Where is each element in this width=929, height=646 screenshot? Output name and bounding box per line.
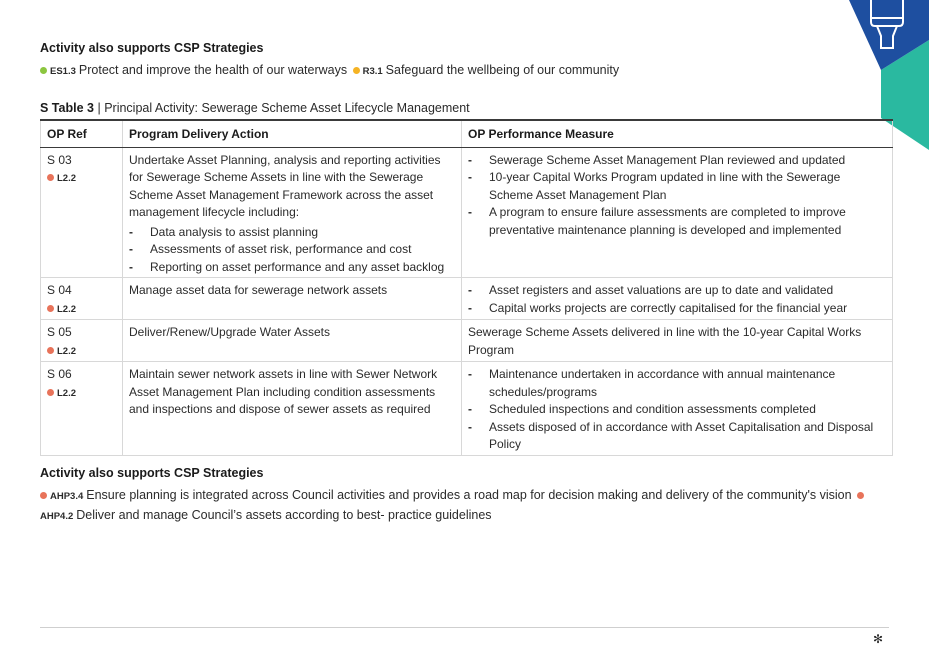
- strategy-code: AHP4.2: [40, 511, 74, 522]
- table-header-row: [41, 120, 893, 147]
- op-ref-cell: [41, 362, 123, 456]
- strategy-dot-red: [857, 492, 864, 499]
- op-ref-cell: [41, 147, 123, 278]
- op-ref: S 04: [47, 283, 72, 297]
- measure-cell: [462, 320, 893, 362]
- measure-list: [468, 282, 886, 317]
- header-op-performance-measure: OP Performance Measure: [462, 120, 893, 147]
- csp-link-dot: [47, 389, 54, 396]
- header-op-ref: OP Ref: [41, 120, 123, 147]
- op-ref-cell: [41, 278, 123, 320]
- action-text: Deliver/Renew/Upgrade Water Assets: [129, 325, 330, 339]
- measure-item: - 10-year Capital Works Program updated in line with the Sewerage Scheme Asset Management Plan: [468, 169, 886, 204]
- table-row: [41, 362, 893, 456]
- footer-star-icon: ✻: [872, 632, 883, 646]
- action-list-item: - Assessments of asset risk, performance and cost: [129, 241, 455, 259]
- csp-link: [47, 301, 116, 319]
- measure-cell: [462, 147, 893, 278]
- csp-link: [47, 385, 116, 403]
- action-text: Maintain sewer network assets in line with Sewer Network Asset Management Plan including condition assessments and inspections and dispose of sewer assets as required: [129, 367, 438, 416]
- action-list-item: - Reporting on asset performance and any asset backlog: [129, 259, 455, 277]
- op-ref: S 06: [47, 367, 72, 381]
- measure-text: Sewerage Scheme Assets delivered in line with the 10-year Capital Works Program: [468, 325, 862, 357]
- measure-item: - Maintenance undertaken in accordance with annual maintenance schedules/programs: [468, 366, 886, 401]
- table-row: [41, 320, 893, 362]
- csp-link-code: L2.2: [57, 345, 77, 357]
- measure-cell: [462, 278, 893, 320]
- strategy-code: AHP3.4: [50, 491, 84, 502]
- header-program-delivery-action: Program Delivery Action: [123, 120, 462, 147]
- measure-cell: [462, 362, 893, 456]
- action-text: Manage asset data for sewerage network assets: [129, 283, 388, 297]
- csp-link-dot: [47, 347, 54, 354]
- action-list-item: - Data analysis to assist planning: [129, 224, 455, 242]
- measure-item: - Asset registers and asset valuations are up to date and validated: [468, 282, 886, 300]
- action-cell: [123, 362, 462, 456]
- table-caption-label: S Table 3: [40, 101, 94, 115]
- csp-link: [47, 170, 116, 188]
- csp-link-dot: [47, 174, 54, 181]
- strategy-text: Deliver and manage Council’s assets according to best- practice guidelines: [76, 508, 492, 522]
- csp-link-code: L2.2: [57, 173, 77, 184]
- csp-link: [47, 343, 116, 361]
- bottom-strategies-title: Activity also supports CSP Strategies: [40, 466, 264, 480]
- measure-item: - Capital works projects are correctly capitalised for the financial year: [468, 300, 886, 318]
- strategy-text: Protect and improve the health of our waterways: [78, 63, 348, 77]
- measure-item: - A program to ensure failure assessments are completed to improve preventative maintenance planning is developed and implemented: [468, 204, 886, 239]
- measure-item: - Scheduled inspections and condition assessments completed: [468, 401, 886, 419]
- strategy-text: Ensure planning is integrated across Council activities and provides a road map for decision making and delivery of the community's vision: [86, 488, 852, 502]
- csp-link-code: L2.2: [57, 303, 77, 315]
- op-ref-cell: [41, 320, 123, 362]
- table-caption-separator: |: [97, 101, 101, 115]
- csp-link-dot: [47, 305, 54, 312]
- top-strategies-title: Activity also supports CSP Strategies: [40, 41, 264, 55]
- bottom-strategies-line: [40, 486, 890, 526]
- op-ref: S 05: [47, 325, 72, 339]
- table-caption-title: Principal Activity: Sewerage Scheme Asset Lifecycle Management: [104, 101, 470, 115]
- csp-link-code: L2.2: [57, 387, 77, 399]
- measure-list: [468, 152, 886, 240]
- action-text: Undertake Asset Planning, analysis and reporting activities for Sewerage Scheme Assets in line with the Sewerage Scheme Asset Management Framework across the asset management lifecycle including:: [129, 152, 441, 219]
- measure-item: - Sewerage Scheme Asset Management Plan reviewed and updated: [468, 152, 886, 170]
- op-ref: S 03: [47, 152, 72, 167]
- action-cell: [123, 320, 462, 362]
- table-caption: [40, 101, 470, 115]
- activity-table: [40, 119, 893, 456]
- strategy-dot-green: [40, 67, 47, 74]
- strategy-code: ES1.3: [50, 66, 76, 77]
- measure-item: - Assets disposed of in accordance with Asset Capitalisation and Disposal Policy: [468, 419, 886, 454]
- footer-divider: [40, 627, 889, 628]
- table-row: [41, 147, 893, 278]
- action-list: [129, 224, 455, 277]
- top-strategies-line: [40, 61, 619, 81]
- strategy-code: R3.1: [362, 66, 383, 77]
- measure-list: [468, 366, 886, 454]
- strategy-text: Safeguard the wellbeing of our community: [385, 63, 620, 77]
- strategy-dot-red: [40, 492, 47, 499]
- action-cell: [123, 147, 462, 278]
- table-row: [41, 278, 893, 320]
- strategy-dot-yellow: [353, 67, 360, 74]
- action-cell: [123, 278, 462, 320]
